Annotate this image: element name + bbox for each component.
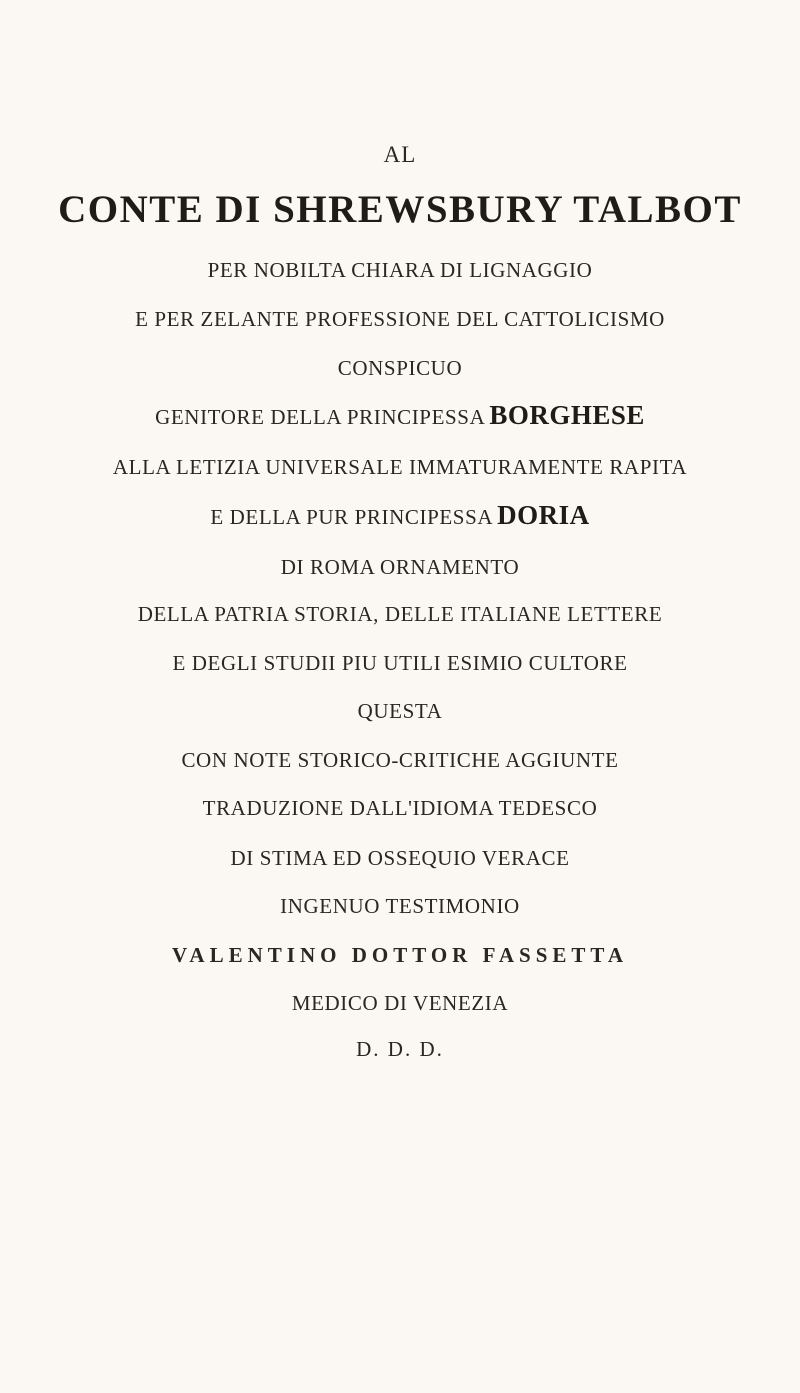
dedication-line-2: E PER ZELANTE PROFESSIONE DEL CATTOLICISMO: [135, 307, 665, 331]
dedication-line-8: DELLA PATRIA STORIA, DELLE ITALIANE LETTERE: [137, 602, 663, 626]
dedication-al: AL: [383, 142, 417, 167]
dedication-line-3: CONSPICUO: [337, 356, 463, 380]
dedication-line-6-prefix: E DELLA PUR PRINCIPESSA: [210, 505, 494, 529]
dedication-line-9: E DEGLI STUDII PIU UTILI ESIMIO CULTORE: [172, 651, 628, 675]
dedication-line-4: [0, 402, 800, 429]
dedication-line-10: QUESTA: [357, 699, 443, 723]
dedication-name-doria: DORIA: [497, 500, 590, 530]
dedication-author-role: MEDICO DI VENEZIA: [291, 991, 509, 1015]
dedication-line-11: CON NOTE STORICO-CRITICHE AGGIUNTE: [181, 748, 619, 772]
dedication-line-1: PER NOBILTA CHIARA DI LIGNAGGIO: [207, 258, 593, 282]
dedication-line-4-prefix: GENITORE DELLA PRINCIPESSA: [155, 405, 486, 429]
dedication-line-7: DI ROMA ORNAMENTO: [280, 555, 520, 579]
dedication-line-13: DI STIMA ED OSSEQUIO VERACE: [230, 846, 570, 870]
dedication-name-borghese: BORGHESE: [489, 400, 645, 430]
dedication-closing: D. D. D.: [356, 1037, 444, 1061]
dedication-line-6: [0, 502, 800, 529]
dedication-author: VALENTINO DOTTOR FASSETTA: [171, 943, 629, 967]
dedication-title: CONTE DI SHREWSBURY TALBOT: [58, 188, 742, 231]
dedication-line-14: INGENUO TESTIMONIO: [280, 894, 520, 918]
dedication-line-5: ALLA LETIZIA UNIVERSALE IMMATURAMENTE RAPITA: [112, 455, 688, 479]
dedication-line-12: TRADUZIONE DALL'IDIOMA TEDESCO: [202, 796, 598, 820]
